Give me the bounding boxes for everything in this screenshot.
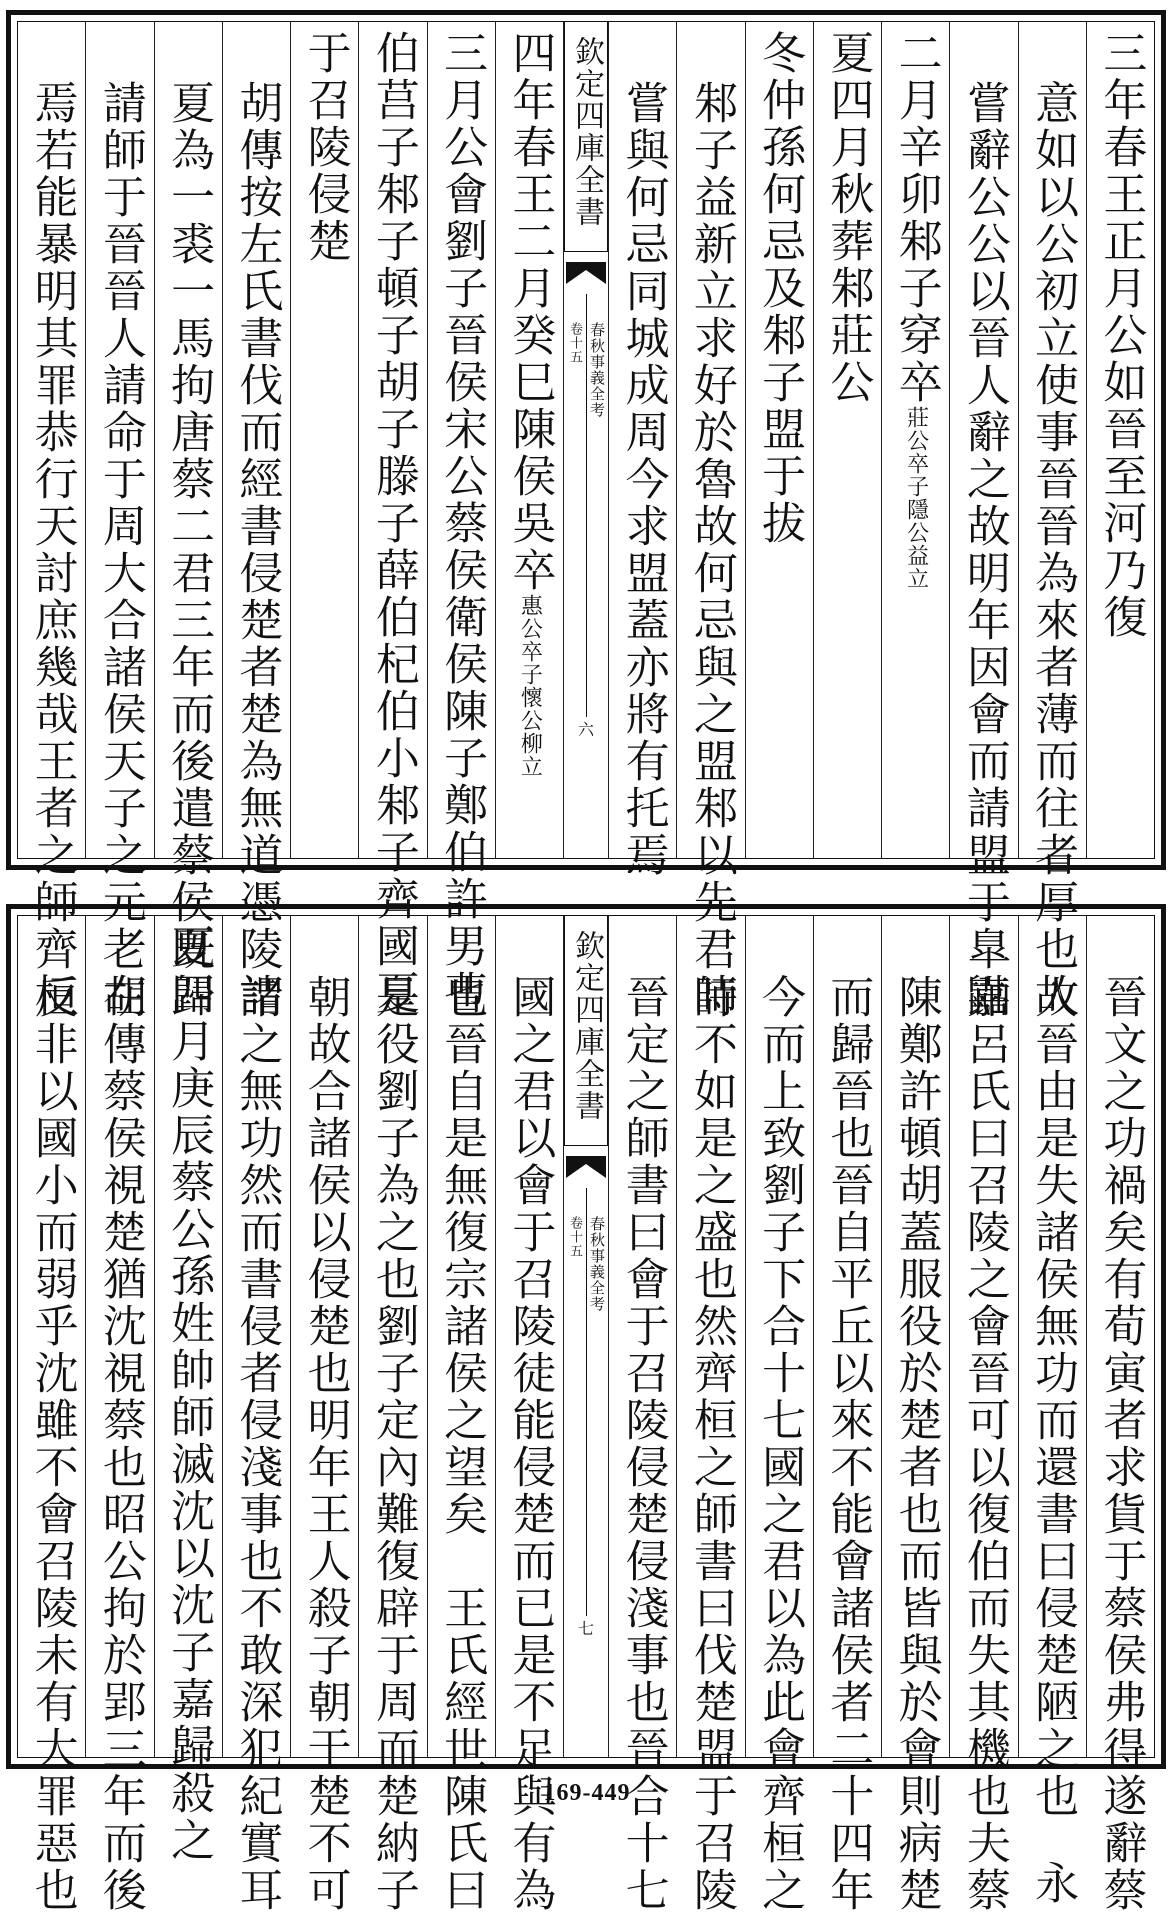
text-column — [1018, 22, 1086, 1020]
text-column — [85, 22, 153, 1020]
text-column — [154, 916, 222, 1864]
center-fold-column — [563, 916, 608, 1757]
column-text — [90, 916, 150, 1914]
column-text — [681, 22, 741, 1020]
main-text: 而歸晉也晉自平丘以來不能會諸侯者二十四年 — [822, 974, 874, 1914]
fish-tail-mark-icon — [566, 1156, 606, 1178]
book-title: 春秋事義全考 — [588, 1216, 606, 1312]
main-text: 嘗與何忌同城成周今求盟蓋亦將有托焉 — [617, 80, 669, 879]
main-text: 三年春王正月公如晉至河乃復 — [1095, 30, 1147, 641]
main-text: 三月公會劉子晉侯宋公蔡侯衛侯陳子鄭伯許男曹 — [436, 30, 488, 1017]
upper-page-frame — [17, 21, 1155, 1020]
text-column — [85, 916, 153, 1914]
column-text — [954, 916, 1014, 1914]
center-fold-line — [586, 1188, 587, 1627]
main-text: 是役劉子為之也劉子定內難復辟于周而楚納子 — [367, 974, 419, 1914]
main-text: 也晉自是無復宗諸侯之望矣 王氏經世陳氏曰 — [436, 974, 488, 1914]
column-text — [295, 916, 355, 1914]
text-column — [881, 22, 949, 858]
main-text: 二月辛卯邾子穿卒 — [890, 30, 942, 406]
column-text — [817, 916, 877, 1914]
column-text — [499, 916, 559, 1914]
column-text — [749, 916, 809, 1914]
collection-title: 欽定四庫全書 — [564, 22, 608, 252]
main-text: 朝故合諸侯以侵楚也明年王人殺子朝于楚不可 — [299, 974, 351, 1914]
text-column — [813, 22, 881, 858]
main-text: 國之君以會于召陵徒能侵楚而已是不足與有為 — [504, 974, 556, 1914]
column-text — [226, 916, 286, 1914]
text-column — [154, 22, 222, 1020]
text-column — [676, 916, 744, 1914]
column-text — [158, 916, 218, 1864]
text-column — [18, 916, 85, 1914]
center-fold-line — [586, 294, 587, 728]
main-text: 胡傳按左氏書伐而經書侵楚者楚為無道憑陵諸 — [231, 80, 283, 1020]
column-text — [499, 22, 559, 858]
text-column — [1086, 916, 1154, 1914]
column-text — [886, 22, 946, 858]
column-text — [1022, 916, 1082, 1907]
text-column — [881, 916, 949, 1914]
main-text: 晉文之功禍矣有荀寅者求貨于蔡侯弗得遂辭蔡 — [1095, 974, 1147, 1914]
text-column — [290, 22, 358, 858]
main-text: 反非以國小而弱乎沈雖不會召陵未有大罪惡也 — [26, 974, 78, 1914]
text-column — [1086, 22, 1154, 858]
column-text — [363, 22, 423, 1017]
text-column — [608, 916, 676, 1914]
column-text — [90, 22, 150, 1020]
main-text: 胡傳蔡侯視楚猶沈視蔡也昭公拘於郢三年而後 — [94, 974, 146, 1914]
text-column — [676, 22, 744, 1020]
main-text: 夏四月秋葬邾莊公 — [822, 30, 874, 406]
column-text — [1022, 22, 1082, 1020]
interlinear-note: 莊公卒子隱公益立 — [903, 406, 929, 590]
text-column — [1018, 916, 1086, 1907]
collection-title: 欽定四庫全書 — [564, 916, 608, 1146]
column-text — [1090, 916, 1150, 1914]
text-column — [495, 22, 563, 858]
column-text — [363, 916, 423, 1914]
main-text: 夏四月庚辰蔡公孫姓帥師滅沈以沈子嘉歸殺之 — [163, 924, 215, 1864]
text-column — [745, 916, 813, 1914]
main-text: 四年春王二月癸巳陳侯吳卒 — [504, 30, 556, 594]
column-text — [22, 22, 82, 1020]
main-text: 師不如是之盛也然齊桓之師書曰伐楚盟于召陵 — [685, 974, 737, 1914]
column-tail-text: 永 — [1027, 1860, 1079, 1907]
text-column — [358, 916, 426, 1914]
main-text: 晉定之師書曰會于召陵侵楚侵淺事也晉合十七 — [617, 974, 669, 1914]
main-text: 冬仲孫何忌及邾子盟于拔 — [754, 30, 806, 547]
text-column — [949, 22, 1017, 1020]
column-text — [613, 22, 673, 879]
column-text — [431, 22, 491, 1017]
text-column — [427, 22, 495, 1017]
upper-page — [6, 10, 1166, 1020]
leaf-number: 六 — [564, 717, 608, 740]
text-column — [290, 916, 358, 1914]
main-text: 邾子益新立求好於魯故何忌與之盟邾以先君時 — [685, 80, 737, 1020]
main-text: 謂之無功然而書侵者侵淺事也不敢深犯紀實耳 — [231, 974, 283, 1914]
text-column — [495, 916, 563, 1914]
volume-label: 卷十五 — [567, 322, 582, 364]
text-column — [745, 22, 813, 858]
main-text: 夏為一裘一馬拘唐蔡二君三年而後遣蔡侯既歸 — [163, 80, 215, 1020]
fish-tail-mark-icon — [566, 262, 606, 284]
column-text — [749, 22, 809, 858]
text-column — [608, 22, 676, 879]
column-text — [817, 22, 877, 858]
book-title: 春秋事義全考 — [588, 322, 606, 418]
main-text: 請師于晉晉人請命于周大合諸侯天子之元老在 — [94, 80, 146, 1020]
upper-text-grid — [18, 22, 1154, 1020]
main-text: 于召陵侵楚 — [299, 30, 351, 265]
column-text — [295, 22, 355, 858]
column-text — [613, 916, 673, 1914]
text-column — [222, 22, 290, 1020]
main-text: 焉若能暴明其罪恭行天討庶幾哉王者之師齊桓 — [26, 80, 78, 1020]
main-text: 意如以公初立使事晉晉為來者薄而往者厚也故 — [1027, 80, 1079, 1020]
main-text: 陳鄭許頓胡蓋服役於楚者也而皆與於會則病楚 — [890, 974, 942, 1914]
column-text — [886, 916, 946, 1914]
volume-label: 卷十五 — [567, 1216, 582, 1258]
column-text — [158, 22, 218, 1020]
text-column — [222, 916, 290, 1914]
column-text — [1090, 22, 1150, 858]
text-column — [427, 916, 495, 1914]
column-text — [431, 916, 491, 1914]
interlinear-note: 惠公卒子懷公柳立 — [517, 594, 543, 778]
column-text — [226, 22, 286, 1020]
main-text: 人晉由是失諸侯無功而還書曰侵楚陋之也 — [1027, 974, 1079, 1820]
leaf-number: 七 — [564, 1616, 608, 1639]
text-column — [813, 916, 881, 1914]
text-column — [949, 916, 1017, 1914]
main-text: 嘗辭公公以晉人辭之故明年因會而請盟于臯鼬 — [958, 80, 1010, 1020]
column-text — [954, 22, 1014, 1020]
main-text: 嘉呂氏曰召陵之會晉可以復伯而失其機也夫蔡 — [958, 974, 1010, 1914]
page-number-footer: 169-449 — [543, 1780, 631, 1806]
column-text — [22, 916, 82, 1914]
text-column — [358, 22, 426, 1017]
column-text — [681, 916, 741, 1914]
main-text: 伯莒子邾子頓子胡子滕子薛伯杞伯小邾子齊國夏 — [367, 30, 419, 1017]
text-column — [18, 22, 85, 1020]
center-fold-column — [563, 22, 608, 858]
main-text: 今而上致劉子下合十七國之君以為此會齊桓之 — [754, 974, 806, 1914]
